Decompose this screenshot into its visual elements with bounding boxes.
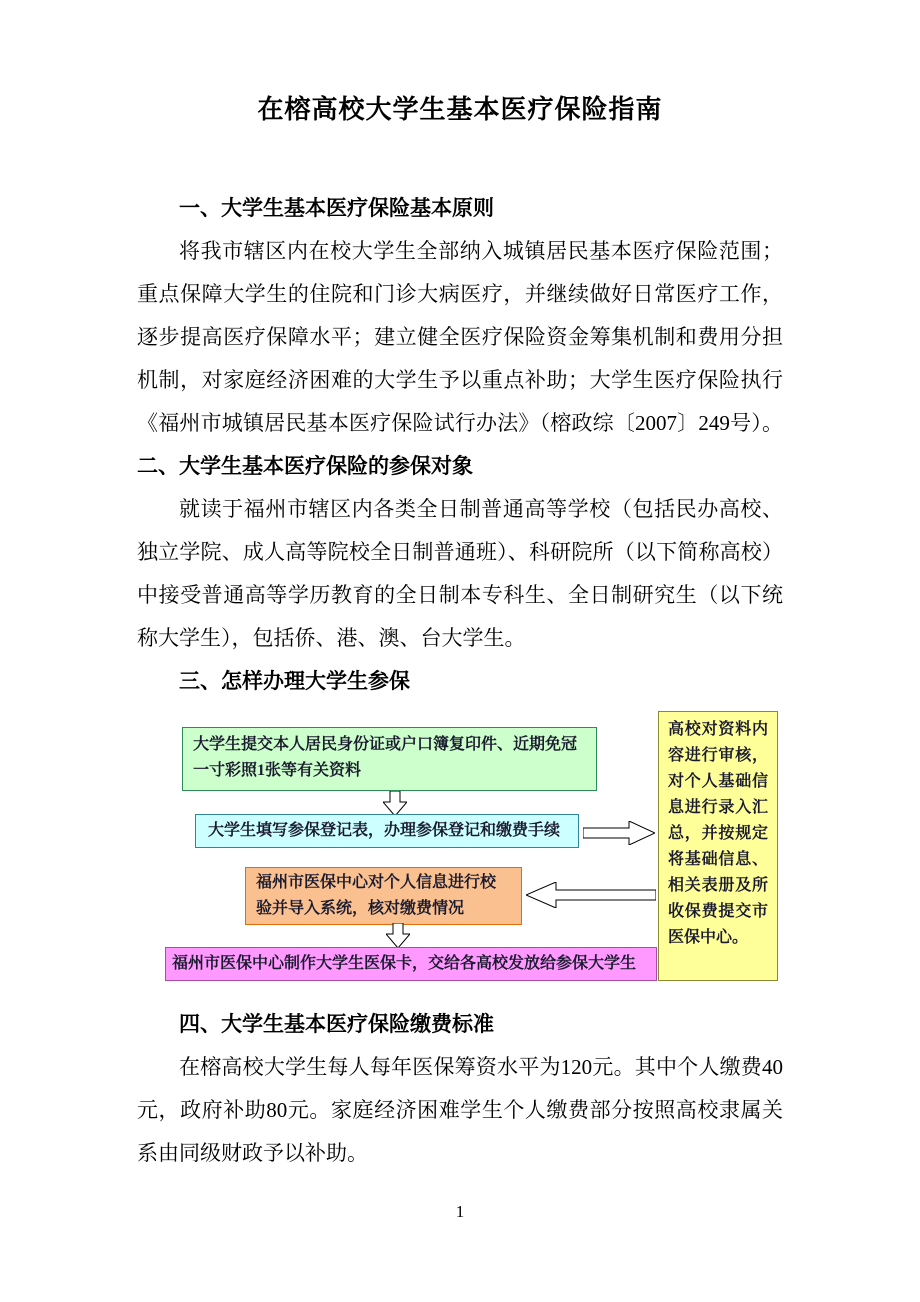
page-number: 1 — [455, 1202, 465, 1221]
section2-paragraph: 就读于福州市辖区内各类全日制普通高等学校（包括民办高校、独立学院、成人高等院校全日制普通班）、科研院所（以下简称高校）中接受普通高等学历教育的全日制本专科生、全日制研究生（以下统称大学生），包括侨、港、澳、台大学生。 — [137, 497, 783, 650]
flow-step4-box: 福州市医保中心制作大学生医保卡，交给各高校发放给参保大学生 — [165, 947, 657, 981]
section2-heading: 二、大学生基本医疗保险的参保对象 — [137, 454, 473, 478]
enrollment-flowchart — [137, 711, 783, 1003]
section1-paragraph — [137, 230, 783, 488]
down-arrow-icon — [383, 791, 407, 816]
right-arrow-icon — [583, 821, 655, 845]
flow-step2-box: 大学生填写参保登记表，办理参保登记和缴费手续 — [195, 814, 579, 848]
flow-step3-box: 福州市医保中心对个人信息进行校验并导入系统，核对缴费情况 — [245, 867, 522, 925]
flow-review-note-box: 高校对资料内容进行审核，对个人基础信息进行录入汇总，并按规定将基础信息、相关表册及所收保费提交市医保中心。 — [658, 711, 778, 981]
section4-paragraph: 在榕高校大学生每人每年医保筹资水平为120元。其中个人缴费40元，政府补助80元。家庭经济困难学生个人缴费部分按照高校隶属关系由同级财政予以补助。 — [137, 1055, 783, 1165]
section1-heading: 一、大学生基本医疗保险基本原则 — [179, 196, 494, 220]
down-arrow-icon — [386, 923, 410, 948]
section4-heading: 四、大学生基本医疗保险缴费标准 — [179, 1012, 494, 1036]
section3-heading: 三、怎样办理大学生参保 — [179, 669, 410, 693]
flow-step1-box: 大学生提交本人居民身份证或户口簿复印件、近期免冠一寸彩照1张等有关资料 — [182, 727, 597, 791]
document-title: 在榕高校大学生基本医疗保险指南 — [257, 95, 663, 124]
section1-body-text: 将我市辖区内在校大学生全部纳入城镇居民基本医疗保险范围；重点保障大学生的住院和门诊大病医疗，并继续做好日常医疗工作，逐步提高医疗保障水平；建立健全医疗保险资金筹集机制和费用分担机制，对家庭经济困难的大学生予以重点补助；大学生医疗保险执行《福州市城镇居民基本医疗保险试行办法》（榕政综〔2007〕249号）。 — [137, 239, 783, 435]
left-arrow-icon — [526, 882, 656, 908]
